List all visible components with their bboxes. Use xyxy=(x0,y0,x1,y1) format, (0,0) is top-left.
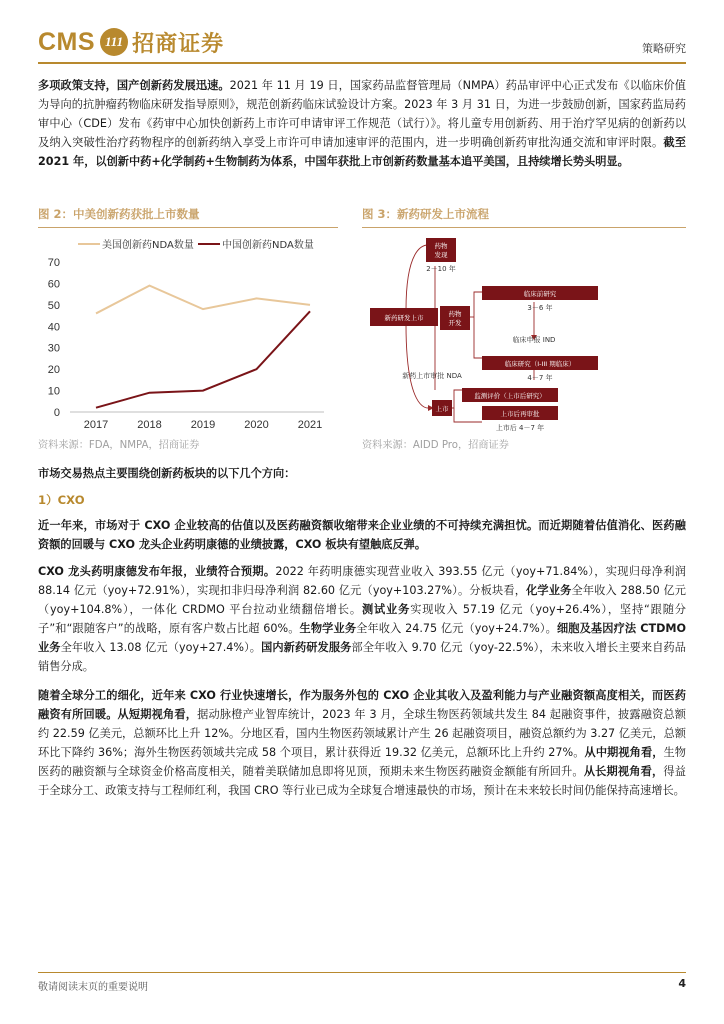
page-header xyxy=(38,26,686,62)
logo-chinese: 招商证券 xyxy=(132,31,225,57)
y-tick-label: 60 xyxy=(47,278,60,291)
post-review-time: 上市后 4－7 年 xyxy=(495,424,545,432)
x-tick-label: 2020 xyxy=(244,419,269,431)
figure3-source: 资料来源：AIDD Pro，招商证券 xyxy=(362,440,509,451)
nda-line-chart xyxy=(38,230,338,432)
y-tick-label: 40 xyxy=(47,321,60,334)
x-tick-label: 2019 xyxy=(190,419,216,431)
legend-label: 美国创新药NDA数量 xyxy=(102,240,194,251)
phase4-label: 监测评价（上市后研究） xyxy=(474,392,546,400)
cxo-summary-paragraph: 近一年来，市场对于 CXO 企业较高的估值以及医药融资额收缩带来企业业绩的不可持续充满担忧。而近期随着估值消化、医药融资额的回暖与 CXO 龙头企业药明康德的业绩披露，CXO 板块有望触底反弹。 xyxy=(38,519,686,551)
figure2-caption: 图 2：中美创新药获批上市数量 xyxy=(38,207,200,221)
nda-label: 新药上市审批 NDA xyxy=(402,372,462,380)
figure3-caption: 图 3：新药研发上市流程 xyxy=(362,207,490,221)
launch-label: 上市 xyxy=(435,405,449,413)
legend-label: 中国创新药NDA数量 xyxy=(222,240,314,251)
y-tick-label: 20 xyxy=(47,364,60,377)
disclaimer-note: 敬请阅读末页的重要说明 xyxy=(38,982,148,993)
series-line-1 xyxy=(96,311,310,407)
cxo-financing-paragraph: 随着全球分工的细化，近年来 CXO 行业快速增长，作为服务外包的 CXO 企业其收入及盈利能力与产业融资额高度相关，而医药融资有所回暖。从短期视角看，据动脉橙产业智库统计，2023 年 3 月，全球生物医药领域共发生 84 起融资事件，披露融资总额约 22.59 亿美元，总额环比上升 12%。分地区看，国内生物医药领域累计产生 26 起融资项目，融资总额约为 3.27 亿美元，总额环比下降约 36%；海外生物医药领域共完成 58 个项目，累计获得近 19.32 亿美元，总额环比上升约 27%。从中期视角看，生物医药的融资额与全球资金价格高度相关，随着美联储加息即将见顶，预期未来生物医药融资金额能有所回升。从长期视角看，得益于全球分工、政策支持与工程师红利，我国 CRO 等行业已成为全球复合增速最快的市场，预计在未来较长时间仍能保持高速增长。 xyxy=(38,689,686,797)
policy-body: 2021 年 11 月 19 日，国家药品监督管理局（NMPA）药品审评中心正式发布《以临床价值为导向的抗肿瘤药物临床研发指导原则》，规范创新药临床试验设计方案。2023 年 3 月 31 日，为进一步鼓励创新，国家药监局药审中心（CDE）发布《药审中心加快创新药上市许可申请审评工作规范（试行）》。将儿童专用创新药、用于治疗罕见病的创新药以及纳入突破性治疗药物程序的创新药纳入享受上市许可申请加速审评的范围内，进一步明确创新药审批沟通交流和审评时限。 xyxy=(38,79,686,149)
x-tick-label: 2017 xyxy=(83,419,109,431)
market-intro: 市场交易热点主要围绕创新药板块的以下几个方向： xyxy=(38,467,296,480)
figure3-rule xyxy=(362,227,686,228)
logo-latin: CMS xyxy=(38,27,96,56)
footer-divider xyxy=(38,972,686,973)
discovery-label: 药物 xyxy=(434,242,448,250)
policy-conclusion: 截至 2021 年，以创新中药+化学制药+生物制药为体系，中国年获批上市创新药数量基本追平美国，且持续增长势头明显。 xyxy=(38,136,686,168)
figure2-source: 资料来源：FDA，NMPA，招商证券 xyxy=(38,440,200,451)
header-divider xyxy=(38,62,686,64)
section-heading-cxo: 1）CXO xyxy=(38,493,85,507)
clinical-time: 4－7 年 xyxy=(527,374,553,382)
discovery-time: 2－10 年 xyxy=(426,265,456,273)
svg-text:发现: 发现 xyxy=(434,251,448,259)
y-tick-label: 0 xyxy=(53,407,60,419)
svg-text:开发: 开发 xyxy=(448,319,462,327)
y-tick-label: 30 xyxy=(47,342,60,355)
rd-main-label: 新药研发上市 xyxy=(384,314,424,322)
page-number: 4 xyxy=(678,977,686,990)
figure2-rule xyxy=(38,227,338,228)
clinical-label: 临床研究（I-III 期临床） xyxy=(504,360,576,368)
logo-seal-icon: 111 xyxy=(100,28,128,56)
x-tick-label: 2018 xyxy=(137,419,162,431)
y-tick-label: 50 xyxy=(47,299,60,312)
development-label: 药物 xyxy=(448,310,462,318)
preclinical-label: 临床前研究 xyxy=(523,290,557,298)
ind-label: 临床申报 IND xyxy=(512,336,556,344)
drug-development-flowchart xyxy=(362,230,686,432)
report-section: 策略研究 xyxy=(642,42,686,55)
policy-lead: 多项政策支持，国产创新药发展迅速。 xyxy=(38,79,230,92)
wuxi-results-paragraph: CXO 龙头药明康德发布年报，业绩符合预期。2022 年药明康德实现营业收入 393.55 亿元（yoy+71.84%），实现归母净利润 88.14 亿元（yoy+72.91%），实现扣非归母净利润 82.60 亿元（yoy+103.27%）。分板块看，化学业务全年收入 288.50 亿元（yoy+104.8%），一体化 CRDMO 平台拉动业绩翻倍增长。测试业务实现收入 57.19 亿元（yoy+26.4%），坚持“跟随分子”和“跟随客户”的战略，原有客户数占比超 60%。生物学业务全年收入 24.75 亿元（yoy+24.7%）。细胞及基因疗法 CTDMO 业务全年收入 13.08 亿元（yoy+27.4%）。国内新药研发服务部全年收入 9.70 亿元（yoy-22.5%），未来收入增长主要来自药品销售分成。 xyxy=(38,565,687,673)
x-tick-label: 2021 xyxy=(297,419,323,431)
y-tick-label: 10 xyxy=(47,385,60,398)
post-review-label: 上市后再审批 xyxy=(500,410,540,418)
y-tick-label: 70 xyxy=(47,257,60,269)
policy-paragraph xyxy=(38,76,686,171)
preclinical-time: 3－6 年 xyxy=(527,304,553,312)
series-line-0 xyxy=(96,286,310,314)
company-logo xyxy=(38,26,224,58)
